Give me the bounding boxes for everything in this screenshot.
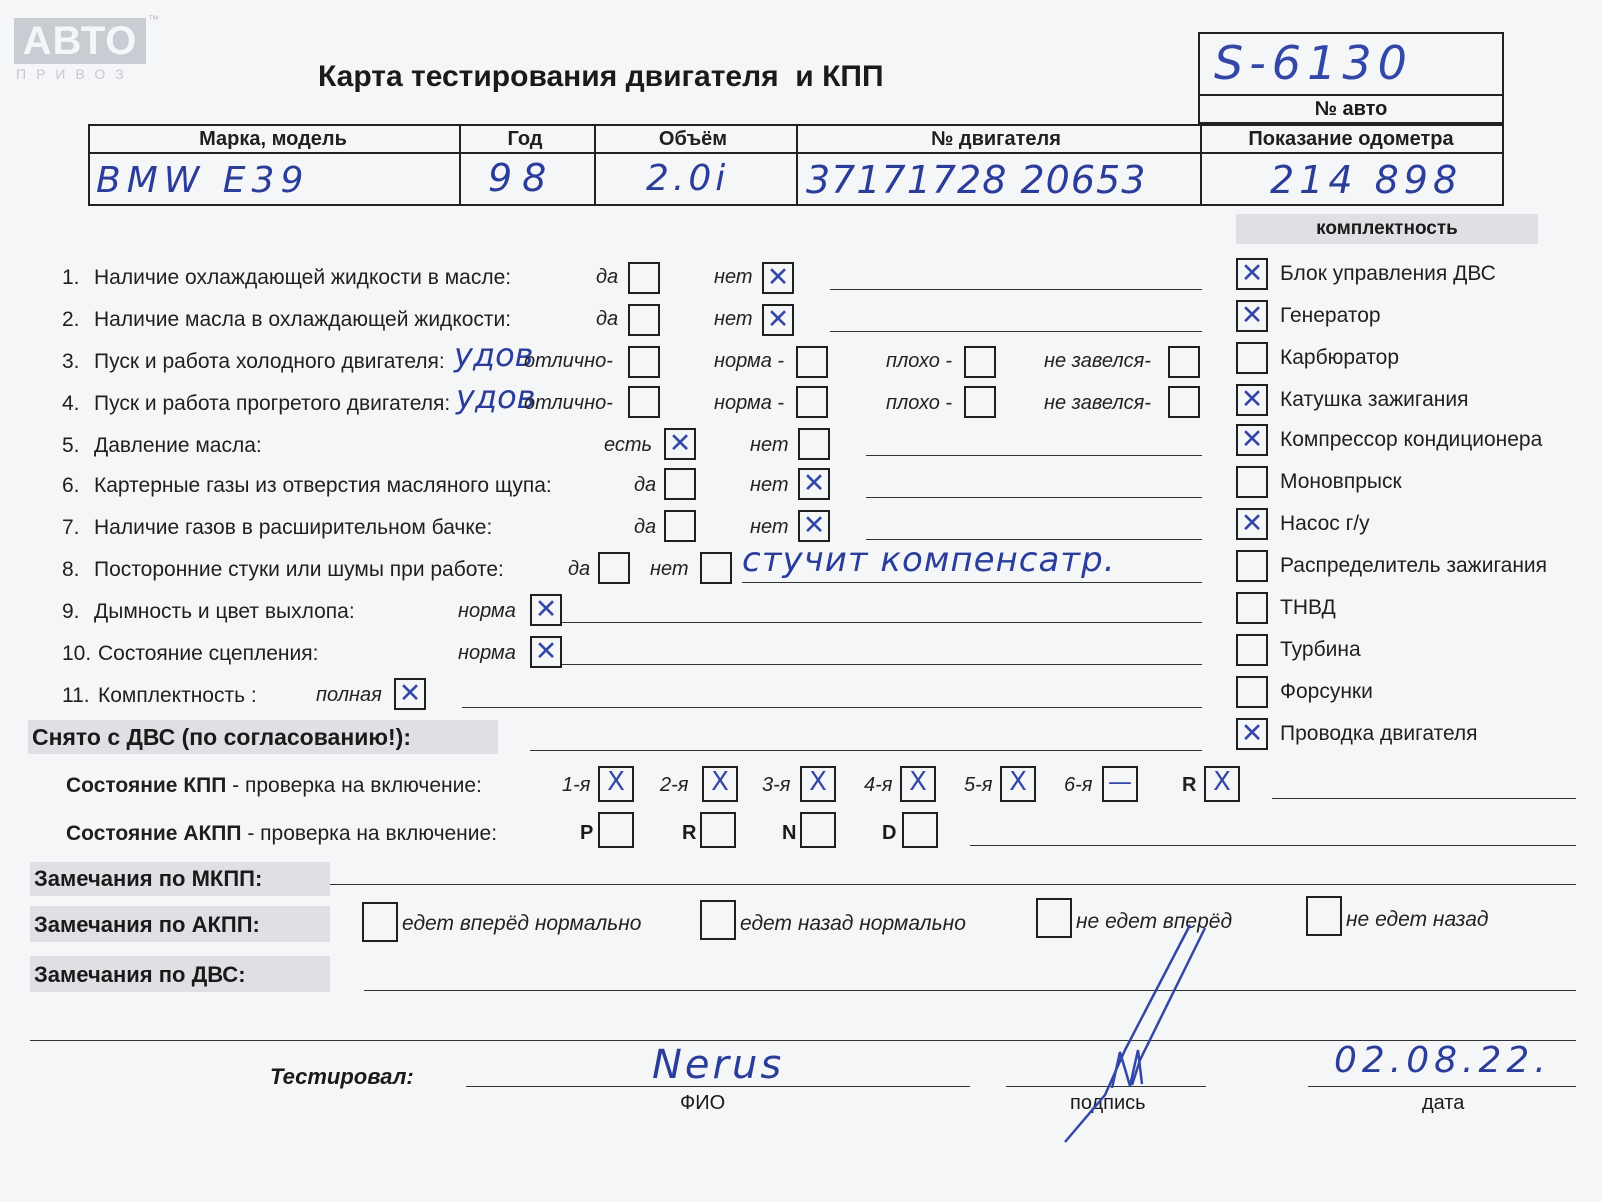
kpp-label bbox=[66, 774, 482, 798]
check-4-not-started-label: не завелся- bbox=[1044, 392, 1151, 414]
completeness-box-7[interactable] bbox=[1236, 508, 1268, 540]
remarks-dvs-label: Замечания по ДВС: bbox=[34, 962, 246, 987]
fio-label: ФИО bbox=[680, 1092, 726, 1114]
gear-5-label: 5-я bbox=[964, 774, 993, 796]
check-4-norm-box[interactable] bbox=[796, 386, 828, 418]
check-4-excellent-label: отлично- bbox=[524, 392, 613, 414]
gear-3-label: 3-я bbox=[762, 774, 791, 796]
completeness-label-5: Компрессор кондиционера bbox=[1280, 428, 1543, 451]
tested-by-label: Тестировал: bbox=[270, 1064, 414, 1089]
check-4-note: удов bbox=[456, 378, 536, 416]
akpp-back-ok-label: едет назад нормально bbox=[740, 912, 966, 935]
gear-3-box[interactable] bbox=[800, 766, 836, 802]
check-4-bad-box[interactable] bbox=[964, 386, 996, 418]
check-9-norma-label: норма bbox=[458, 600, 516, 622]
check-6-no-box[interactable] bbox=[798, 468, 830, 500]
check-7-no-label: нет bbox=[750, 516, 789, 538]
check-1-yes-box[interactable] bbox=[628, 262, 660, 294]
remarks-mkpp-line bbox=[330, 884, 1576, 885]
akpp-p-box[interactable] bbox=[598, 812, 634, 848]
removed-line bbox=[530, 750, 1202, 751]
check-2-no-label: нет bbox=[714, 308, 753, 330]
completeness-box-9[interactable] bbox=[1236, 592, 1268, 624]
engine-value: 37171728 20653 bbox=[806, 158, 1147, 202]
gear-r-label: R bbox=[1182, 774, 1197, 796]
completeness-label-6: Моновпрыск bbox=[1280, 470, 1402, 493]
check-2-line bbox=[830, 331, 1202, 332]
check-4-num: 4. bbox=[62, 392, 80, 415]
check-7-label: Наличие газов в расширительном бачке: bbox=[94, 516, 493, 539]
check-3-excellent-box[interactable] bbox=[628, 346, 660, 378]
gear-4-mark: X bbox=[909, 767, 927, 797]
check-9-norma-mark: ✕ bbox=[534, 594, 558, 625]
check-11-label: Комплектность : bbox=[98, 684, 257, 707]
check-3-bad-box[interactable] bbox=[964, 346, 996, 378]
check-7-no-mark: ✕ bbox=[802, 510, 826, 541]
completeness-title: комплектность bbox=[1316, 218, 1458, 239]
date-value: 02.08.22. bbox=[1334, 1040, 1551, 1081]
check-2-yes-label: да bbox=[596, 308, 619, 330]
completeness-box-4[interactable] bbox=[1236, 384, 1268, 416]
completeness-label-11: Форсунки bbox=[1280, 680, 1373, 703]
completeness-box-1[interactable] bbox=[1236, 258, 1268, 290]
fio-line bbox=[466, 1086, 970, 1087]
check-5-no-label: нет bbox=[750, 434, 789, 456]
col-odometer-header: Показание одометра bbox=[1248, 128, 1454, 150]
gear-2-box[interactable] bbox=[702, 766, 738, 802]
check-11-num: 11. bbox=[62, 684, 90, 707]
check-7-no-box[interactable] bbox=[798, 510, 830, 542]
check-1-yes-label: да bbox=[596, 266, 619, 288]
check-3-bad-label: плохо - bbox=[886, 350, 953, 372]
akpp-n-box[interactable] bbox=[800, 812, 836, 848]
gear-2-label: 2-я bbox=[660, 774, 689, 796]
completeness-label-3: Карбюратор bbox=[1280, 346, 1400, 369]
tester-name-value: Nerus bbox=[652, 1042, 785, 1088]
gear-1-mark: X bbox=[607, 767, 625, 797]
col-engine-header: № двигателя bbox=[931, 128, 1061, 150]
check-9-line bbox=[562, 622, 1202, 623]
completeness-mark-4: ✕ bbox=[1240, 384, 1264, 415]
check-8-no-label: нет bbox=[650, 558, 689, 580]
check-4-excellent-box[interactable] bbox=[628, 386, 660, 418]
remarks-dvs-line-1 bbox=[364, 990, 1576, 991]
gear-2-mark: X bbox=[711, 767, 729, 797]
check-3-not-started-box[interactable] bbox=[1168, 346, 1200, 378]
check-3-not-started-label: не завелся- bbox=[1044, 350, 1151, 372]
col-brand-header: Марка, модель bbox=[199, 128, 347, 150]
completeness-box-11[interactable] bbox=[1236, 676, 1268, 708]
check-3-norm-label: норма - bbox=[714, 350, 785, 372]
akpp-d-label: D bbox=[882, 822, 897, 844]
check-9-norma-box[interactable] bbox=[530, 594, 562, 626]
akpp-label bbox=[66, 822, 497, 846]
check-5-is-mark: ✕ bbox=[668, 428, 692, 459]
completeness-label-12: Проводка двигателя bbox=[1280, 722, 1478, 745]
gear-6-mark: — bbox=[1108, 768, 1132, 796]
akpp-p-label: P bbox=[580, 822, 594, 844]
check-6-label: Картерные газы из отверстия масляного щупа: bbox=[94, 474, 552, 497]
logo-main: АВТО bbox=[14, 18, 146, 64]
check-1-no-label: нет bbox=[714, 266, 753, 288]
removed-label: Снято с ДВС (по согласованию!): bbox=[32, 724, 411, 750]
gear-5-box[interactable] bbox=[1000, 766, 1036, 802]
check-8-label: Посторонние стуки или шумы при работе: bbox=[94, 558, 504, 581]
gear-6-label: 6-я bbox=[1064, 774, 1093, 796]
check-2-no-box[interactable] bbox=[762, 304, 794, 336]
check-10-num: 10. bbox=[62, 642, 92, 665]
akpp-r-label: R bbox=[682, 822, 697, 844]
akpp-forward-ok-box[interactable] bbox=[362, 902, 398, 942]
check-2-num: 2. bbox=[62, 308, 80, 331]
check-10-norma-box[interactable] bbox=[530, 636, 562, 668]
brand-value: BMW E39 bbox=[96, 160, 310, 201]
completeness-label-8: Распределитель зажигания bbox=[1280, 554, 1548, 577]
completeness-label-10: Турбина bbox=[1280, 638, 1361, 661]
check-7-yes-label: да bbox=[634, 516, 657, 538]
col-year-header: Год bbox=[507, 128, 543, 150]
akpp-r-box[interactable] bbox=[700, 812, 736, 848]
gear-6-box[interactable] bbox=[1102, 766, 1138, 802]
check-2-no-mark: ✕ bbox=[766, 304, 790, 335]
check-4-not-started-box[interactable] bbox=[1168, 386, 1200, 418]
signature-scribble bbox=[1020, 920, 1220, 1150]
check-3-norm-box[interactable] bbox=[796, 346, 828, 378]
check-10-label: Состояние сцепления: bbox=[98, 642, 319, 665]
check-5-line bbox=[866, 455, 1202, 456]
date-line bbox=[1308, 1086, 1576, 1087]
completeness-box-2[interactable] bbox=[1236, 300, 1268, 332]
kpp-label-rest: - проверка на включение: bbox=[226, 774, 482, 797]
completeness-mark-7: ✕ bbox=[1240, 508, 1264, 539]
car-number-label: № авто bbox=[1314, 98, 1388, 120]
check-1-line bbox=[830, 289, 1202, 290]
check-10-norma-label: норма bbox=[458, 642, 516, 664]
completeness-mark-1: ✕ bbox=[1240, 258, 1264, 289]
completeness-label-2: Генератор bbox=[1280, 304, 1381, 327]
completeness-mark-2: ✕ bbox=[1240, 300, 1264, 331]
check-10-norma-mark: ✕ bbox=[534, 636, 558, 667]
check-1-no-mark: ✕ bbox=[766, 262, 790, 293]
check-5-num: 5. bbox=[62, 434, 80, 457]
check-10-line bbox=[562, 664, 1202, 665]
check-9-label: Дымность и цвет выхлопа: bbox=[94, 600, 355, 623]
completeness-box-8[interactable] bbox=[1236, 550, 1268, 582]
year-value: 98 bbox=[488, 156, 557, 200]
gear-r-box[interactable] bbox=[1204, 766, 1240, 802]
check-5-is-label: есть bbox=[604, 434, 653, 456]
akpp-no-back-box[interactable] bbox=[1306, 896, 1342, 936]
check-6-no-label: нет bbox=[750, 474, 789, 496]
check-5-no-box[interactable] bbox=[798, 428, 830, 460]
check-4-norm-label: норма - bbox=[714, 392, 785, 414]
akpp-label-rest: - проверка на включение: bbox=[241, 822, 498, 845]
akpp-no-back-label: не едет назад bbox=[1346, 908, 1489, 931]
akpp-no-forward-label: не едет вперёд bbox=[1076, 910, 1233, 933]
check-1-label: Наличие охлаждающей жидкости в масле: bbox=[94, 266, 512, 289]
completeness-mark-5: ✕ bbox=[1240, 424, 1264, 455]
sign-label: подпись bbox=[1070, 1092, 1146, 1114]
logo-sub: ПРИВОЗ bbox=[16, 66, 134, 82]
check-8-yes-label: да bbox=[568, 558, 591, 580]
check-3-label: Пуск и работа холодного двигателя: bbox=[94, 350, 445, 373]
gear-4-box[interactable] bbox=[900, 766, 936, 802]
car-number-value: S-6130 bbox=[1214, 36, 1413, 90]
check-11-full-box[interactable] bbox=[394, 678, 426, 710]
logo bbox=[14, 14, 159, 88]
check-7-num: 7. bbox=[62, 516, 80, 539]
car-number-box bbox=[1198, 32, 1504, 124]
akpp-n-label: N bbox=[782, 822, 797, 844]
car-number-divider bbox=[1200, 94, 1502, 96]
logo-tm: ™ bbox=[148, 14, 159, 26]
kpp-line bbox=[1272, 798, 1576, 799]
check-4-label: Пуск и работа прогретого двигателя: bbox=[94, 392, 451, 415]
check-8-line bbox=[742, 582, 1202, 583]
check-5-is-box[interactable] bbox=[664, 428, 696, 460]
completeness-box-10[interactable] bbox=[1236, 634, 1268, 666]
check-6-no-mark: ✕ bbox=[802, 468, 826, 499]
remarks-akpp-label: Замечания по АКПП: bbox=[34, 912, 260, 937]
check-8-num: 8. bbox=[62, 558, 80, 581]
check-8-no-box[interactable] bbox=[700, 552, 732, 584]
check-11-line bbox=[462, 707, 1202, 708]
gear-r-mark: X bbox=[1213, 767, 1231, 797]
page-title: Карта тестирования двигателя и КПП bbox=[318, 60, 884, 93]
check-6-yes-label: да bbox=[634, 474, 657, 496]
completeness-label-9: ТНВД bbox=[1280, 596, 1336, 619]
check-1-no-box[interactable] bbox=[762, 262, 794, 294]
completeness-box-12[interactable] bbox=[1236, 718, 1268, 750]
akpp-d-box[interactable] bbox=[902, 812, 938, 848]
check-3-excellent-label: отлично- bbox=[524, 350, 613, 372]
completeness-label-7: Насос г/у bbox=[1280, 512, 1370, 535]
check-5-label: Давление масла: bbox=[94, 434, 262, 457]
check-1-num: 1. bbox=[62, 266, 80, 289]
odometer-value: 214 898 bbox=[1270, 158, 1463, 202]
gear-1-label: 1-я bbox=[562, 774, 591, 796]
gear-1-box[interactable] bbox=[598, 766, 634, 802]
check-6-num: 6. bbox=[62, 474, 80, 497]
check-2-yes-box[interactable] bbox=[628, 304, 660, 336]
check-11-full-mark: ✕ bbox=[398, 678, 422, 709]
completeness-box-3[interactable] bbox=[1236, 342, 1268, 374]
gear-4-label: 4-я bbox=[864, 774, 893, 796]
check-9-num: 9. bbox=[62, 600, 80, 623]
completeness-label-1: Блок управления ДВС bbox=[1280, 262, 1496, 285]
check-4-bad-label: плохо - bbox=[886, 392, 953, 414]
kpp-label-bold: Состояние КПП bbox=[66, 774, 227, 797]
check-8-note: стучит компенсатр. bbox=[742, 540, 1116, 580]
col-volume-header: Объём bbox=[658, 128, 728, 150]
check-2-label: Наличие масла в охлаждающей жидкости: bbox=[94, 308, 512, 331]
completeness-box-6[interactable] bbox=[1236, 466, 1268, 498]
akpp-forward-ok-label: едет вперёд нормально bbox=[402, 912, 642, 935]
completeness-box-5[interactable] bbox=[1236, 424, 1268, 456]
remarks-mkpp-label: Замечания по МКПП: bbox=[34, 866, 263, 891]
akpp-back-ok-box[interactable] bbox=[700, 900, 736, 940]
check-3-num: 3. bbox=[62, 350, 80, 373]
check-6-yes-box[interactable] bbox=[664, 468, 696, 500]
volume-value: 2.0i bbox=[646, 158, 730, 199]
check-11-full-label: полная bbox=[316, 684, 382, 706]
check-3-note: удов bbox=[454, 336, 534, 374]
gear-3-mark: X bbox=[809, 767, 827, 797]
date-label: дата bbox=[1422, 1092, 1465, 1114]
completeness-label-4: Катушка зажигания bbox=[1280, 388, 1469, 411]
check-7-yes-box[interactable] bbox=[664, 510, 696, 542]
completeness-mark-12: ✕ bbox=[1240, 718, 1264, 749]
akpp-label-bold: Состояние АКПП bbox=[66, 822, 242, 845]
check-6-line bbox=[866, 497, 1202, 498]
akpp-line bbox=[970, 845, 1576, 846]
check-8-yes-box[interactable] bbox=[598, 552, 630, 584]
gear-5-mark: X bbox=[1009, 767, 1027, 797]
